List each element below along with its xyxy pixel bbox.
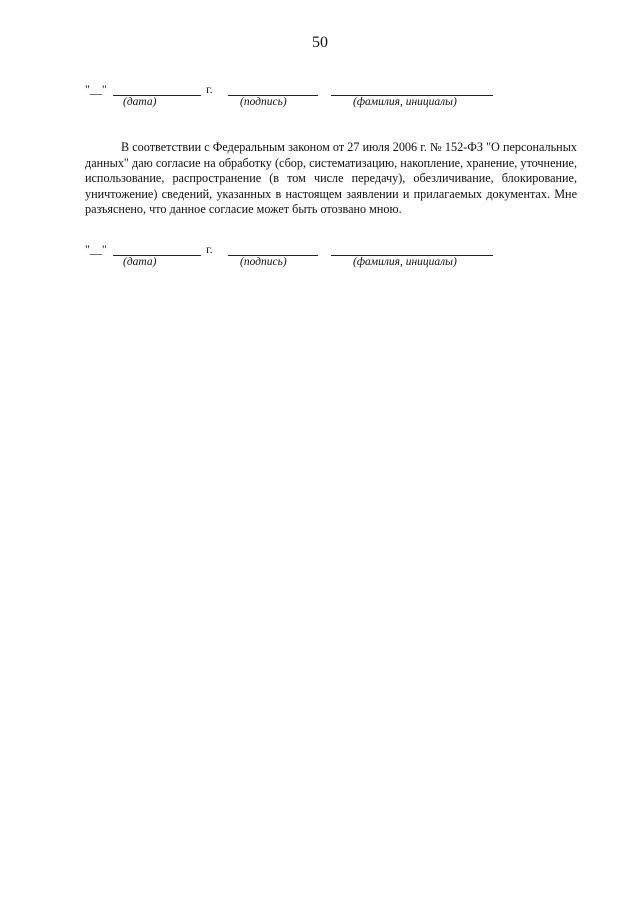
name-caption: (фамилия, инициалы) bbox=[353, 96, 457, 108]
year-suffix: г. bbox=[206, 82, 213, 96]
consent-paragraph: В соответствии с Федеральным законом от 27 июля 2006 г. № 152-ФЗ "О персональных данных" даю согласие на обработку (сбор, систематизацию, накопление, хранение, уточнение, использование, распространение (в том числе передачу), обезличивание, блокирование, уничтожение) сведений, указанных в настоящем заявлении и прилагаемых документах. Мне разъяснено, что данное согласие может быть отозвано мною. bbox=[85, 140, 577, 216]
signature-block-top bbox=[85, 82, 505, 112]
page-number: 50 bbox=[312, 34, 328, 51]
day-quote: "__" bbox=[85, 242, 107, 256]
signature-caption: (подпись) bbox=[240, 96, 287, 108]
signature-caption: (подпись) bbox=[240, 256, 287, 268]
date-caption: (дата) bbox=[123, 256, 157, 268]
day-quote: "__" bbox=[85, 82, 107, 96]
date-caption: (дата) bbox=[123, 96, 157, 108]
signature-block-bottom bbox=[85, 242, 505, 272]
year-suffix: г. bbox=[206, 242, 213, 256]
name-caption: (фамилия, инициалы) bbox=[353, 256, 457, 268]
